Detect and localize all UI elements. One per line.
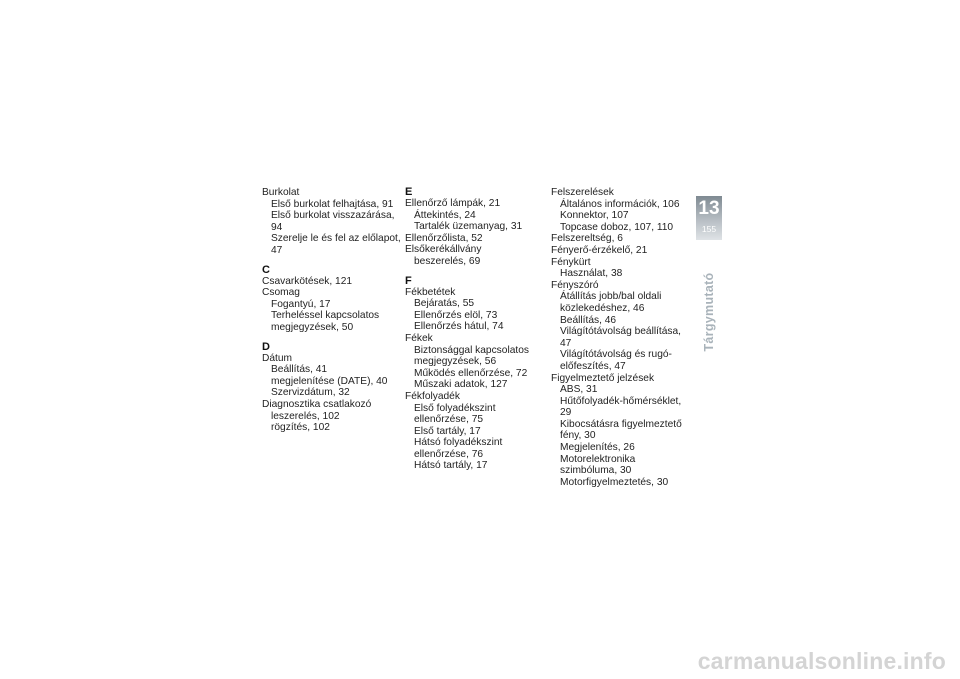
index-entry: Ellenőrző lámpák, 21	[405, 198, 501, 209]
index-entry: Fényerő-érzékelő, 21	[551, 244, 648, 256]
index-subentry: Használat, 38	[560, 268, 623, 280]
index-entry: Csomag	[262, 287, 300, 299]
index-entry: Felszereltség, 6	[551, 233, 623, 245]
index-subentry: Terheléssel kapcsolatos megjegyzések, 50	[271, 310, 380, 333]
index-letter: E	[405, 186, 413, 198]
index-subentry: Működés ellenőrzése, 72	[414, 367, 528, 379]
index-column-3	[551, 187, 691, 488]
index-subentry: Kibocsátásra figyelmeztető fény, 30	[560, 418, 682, 442]
section-title: Tárgymutató	[702, 272, 716, 352]
index-letter: C	[262, 263, 270, 276]
index-entry: Fékfolyadék	[405, 390, 460, 402]
index-subentry: Motorelektronika szimbóluma, 30	[560, 453, 636, 477]
index-subentry: Világítótávolság és rugó-előfeszítés, 47	[560, 349, 672, 372]
index-subentry: Ellenőrzés elöl, 73	[414, 309, 498, 321]
index-subentry: Műszaki adatok, 127	[414, 379, 508, 391]
chapter-tab	[696, 196, 722, 240]
index-subentry: Beállítás, 46	[560, 314, 617, 326]
index-subentry: Hátsó tartály, 17	[414, 460, 488, 472]
index-subentry: Topcase doboz, 107, 110	[560, 221, 674, 233]
index-entry: Csavarkötések, 121	[262, 275, 353, 287]
index-letter: D	[262, 340, 270, 353]
index-subentry: Hátsó folyadékszint ellenőrzése, 76	[414, 437, 503, 460]
index-subentry: Általános információk, 106	[560, 198, 680, 210]
index-subentry: Biztonsággal kapcsolatos megjegyzések, 56	[414, 344, 529, 368]
index-subentry: rögzítés, 102	[271, 422, 330, 434]
index-subentry: Első tartály, 17	[414, 425, 481, 437]
page-number: 155	[701, 224, 717, 234]
index-entry: Ellenőrzőlista, 52	[405, 232, 483, 244]
index-subentry: Átállítás jobb/bal oldali közlekedéshez, 46	[560, 291, 662, 314]
index-entry: Fékbetétek	[405, 286, 456, 298]
index-subentry: Szervizdátum, 32	[271, 387, 350, 399]
index-subentry: Konnektor, 107	[560, 210, 629, 222]
watermark: carmanualsonline.info	[697, 648, 946, 674]
index-subentry: Megjelenítés, 26	[560, 442, 635, 454]
index-subentry: ABS, 31	[560, 384, 598, 396]
index-subentry: Beállítás, 41	[271, 364, 328, 376]
index-column-2	[405, 187, 545, 472]
index-subentry: Hűtőfolyadék-hőmérséklet, 29	[560, 395, 682, 419]
index-entry: Figyelmeztető jelzések	[551, 372, 655, 384]
index-subentry: Szerelje le és fel az előlapot, 47	[271, 233, 401, 256]
index-entry: Fénykürt	[551, 256, 591, 268]
index-subentry: Első burkolat felhajtása, 91	[271, 198, 394, 210]
index-entry: Fékek	[405, 332, 433, 344]
index-subentry: Motorfigyelmeztetés, 30	[560, 476, 669, 488]
chapter-number: 13	[698, 198, 720, 219]
index-subentry: Első burkolat visszazárása, 94	[271, 210, 395, 233]
index-subentry: megjelenítése (DATE), 40	[271, 375, 388, 387]
index-subentry: beszerelés, 69	[414, 255, 481, 267]
index-entry: Fényszóró	[551, 279, 599, 291]
index-entry: Felszerelések	[551, 187, 614, 198]
index-subentry: leszerelés, 102	[271, 410, 340, 422]
index-subentry: Ellenőrzés hátul, 74	[414, 321, 504, 333]
index-entry: Dátum	[262, 352, 293, 364]
index-subentry: Tartalék üzemanyag, 31	[414, 221, 523, 233]
index-letter: F	[405, 274, 412, 287]
index-subentry: Világítótávolság beállítása, 47	[560, 326, 682, 349]
index-subentry: Bejáratás, 55	[414, 298, 475, 310]
index-column-1	[262, 187, 402, 434]
index-entry: Diagnosztika csatlakozó	[262, 398, 372, 410]
index-subentry: Fogantyú, 17	[271, 298, 331, 310]
index-entry: Elsőkerékállvány	[405, 244, 482, 256]
index-subentry: Első folyadékszint ellenőrzése, 75	[414, 402, 496, 426]
index-entry: Burkolat	[262, 187, 300, 198]
index-subentry: Áttekintés, 24	[414, 209, 476, 221]
